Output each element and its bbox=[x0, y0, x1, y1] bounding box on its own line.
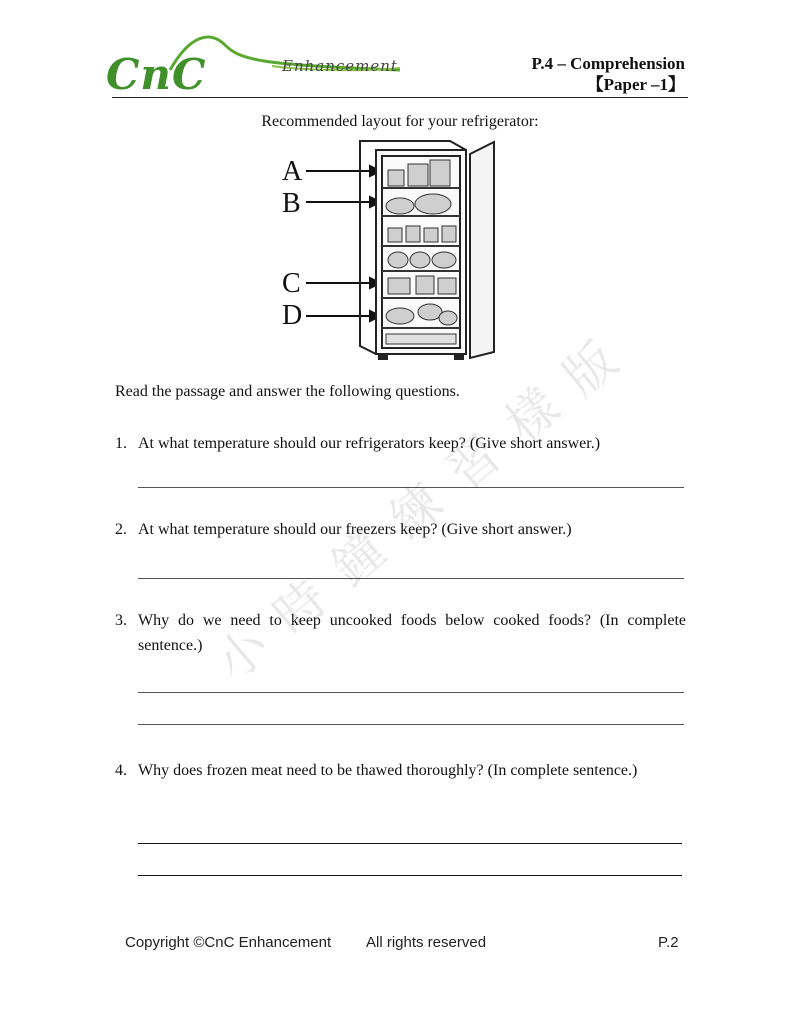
page-title: P.4 – Comprehension bbox=[531, 54, 685, 73]
fridge-door bbox=[470, 142, 494, 358]
instructions: Read the passage and answer the following questions. bbox=[115, 383, 460, 400]
question-number: 1. bbox=[115, 435, 127, 452]
footer-page-number: P.2 bbox=[658, 934, 679, 951]
answer-line-3a[interactable] bbox=[138, 692, 684, 693]
logo-text: CnC bbox=[106, 50, 207, 99]
watermark-char: 樣 bbox=[494, 376, 571, 454]
logo bbox=[100, 30, 410, 100]
watermark-char: 小 bbox=[204, 615, 281, 693]
figure-caption: Recommended layout for your refrigerator: bbox=[261, 113, 539, 130]
question-text: At what temperature should our freezers keep? (Give short answer.) bbox=[138, 521, 572, 538]
label-d: D bbox=[282, 300, 303, 331]
footer-rights: All rights reserved bbox=[366, 934, 487, 951]
logo-subtext: Enhancement bbox=[282, 57, 398, 75]
question-number: 3. bbox=[115, 612, 127, 629]
question-2 bbox=[115, 517, 686, 542]
question-text: Why does frozen meat need to be thawed thoroughly? (In complete sentence.) bbox=[138, 762, 638, 779]
header-divider bbox=[112, 97, 688, 98]
label-a: A bbox=[282, 156, 303, 187]
watermark-char: 習 bbox=[436, 424, 513, 502]
question-1 bbox=[115, 431, 686, 456]
answer-line-4a[interactable] bbox=[138, 843, 682, 844]
answer-line-1[interactable] bbox=[138, 487, 684, 488]
question-3 bbox=[115, 608, 686, 658]
arrow-d bbox=[306, 311, 380, 321]
question-text: Why do we need to keep uncooked foods below cooked foods? (In complete sentence.) bbox=[138, 612, 686, 654]
answer-line-4b[interactable] bbox=[138, 875, 682, 876]
arrow-b bbox=[306, 197, 380, 207]
watermark-char: 版 bbox=[552, 330, 629, 408]
watermark-char: 練 bbox=[378, 472, 455, 550]
question-text: At what temperature should our refrigerators keep? (Give short answer.) bbox=[138, 435, 601, 452]
arrow-c bbox=[306, 278, 380, 288]
footer-copyright: Copyright ©CnC Enhancement bbox=[125, 934, 332, 951]
header-title-block bbox=[532, 53, 686, 95]
answer-line-2[interactable] bbox=[138, 578, 684, 579]
question-number: 4. bbox=[115, 762, 127, 779]
question-number: 2. bbox=[115, 521, 127, 538]
watermark-char: 鐘 bbox=[320, 520, 397, 598]
answer-line-3b[interactable] bbox=[138, 724, 684, 725]
label-c: C bbox=[282, 268, 301, 299]
question-4 bbox=[115, 758, 686, 783]
paper-label: 【Paper –1】 bbox=[586, 75, 685, 94]
watermark-char: 時 bbox=[262, 568, 339, 646]
refrigerator-illustration bbox=[270, 136, 510, 366]
label-b: B bbox=[282, 188, 301, 219]
arrow-a bbox=[306, 166, 380, 176]
